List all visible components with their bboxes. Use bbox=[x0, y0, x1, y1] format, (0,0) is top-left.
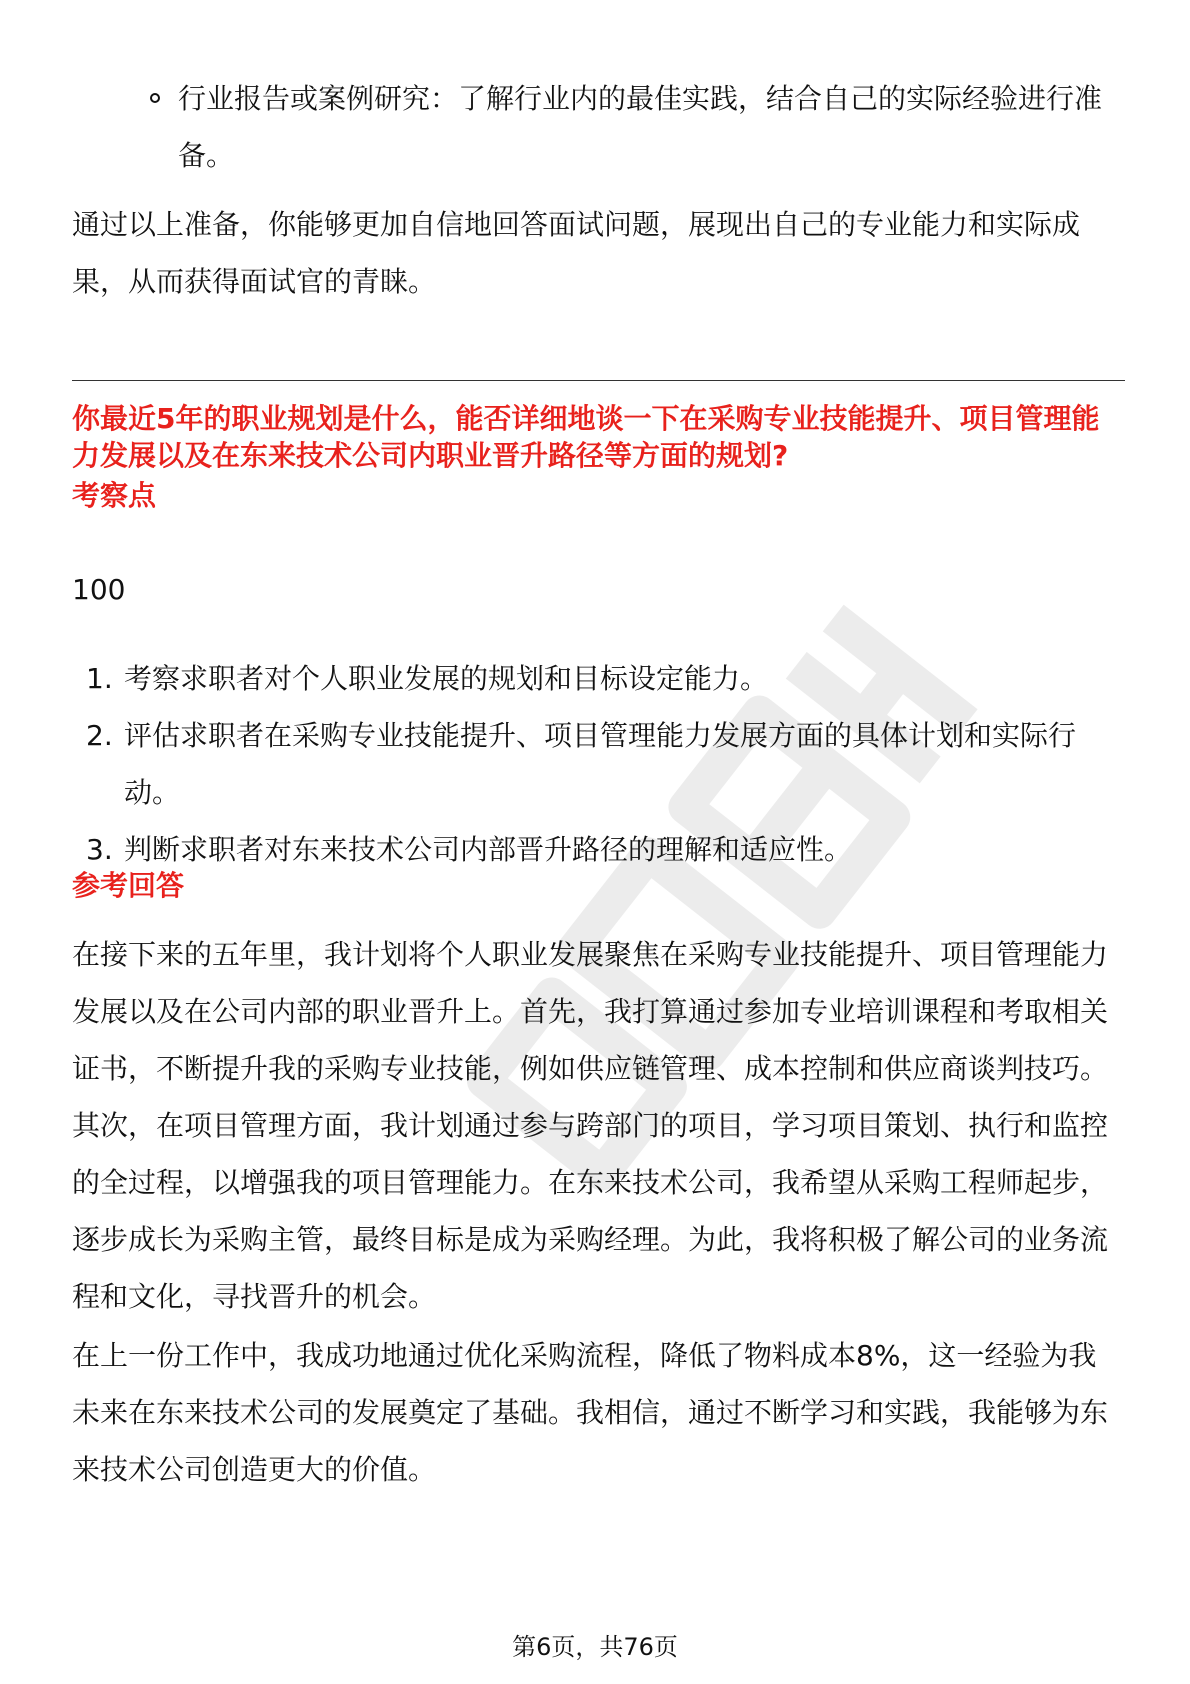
page-number: 第6页，共76页 bbox=[512, 1633, 678, 1661]
list-item bbox=[86, 707, 1116, 821]
focus-list bbox=[86, 650, 1116, 878]
summary-text: 通过以上准备，你能够更加自信地回答面试问题，展现出自己的专业能力和实际成果，从而获得面试官的青睐。 bbox=[72, 208, 1081, 298]
bullet-text: 行业报告或案例研究：了解行业内的最佳实践，结合自己的实际经验进行准备。 bbox=[178, 82, 1103, 172]
interview-question: 你最近5年的职业规划是什么，能否详细地谈一下在采购专业技能提升、项目管理能力发展以及在东来技术公司内职业晋升路径等方面的规划? bbox=[72, 402, 1100, 472]
answer-paragraph-1 bbox=[72, 926, 1122, 1325]
summary-paragraph bbox=[72, 196, 1122, 310]
answer-heading: 参考回答 bbox=[72, 869, 185, 902]
focus-heading: 考察点 bbox=[72, 479, 157, 512]
list-item-text: 考察求职者对个人职业发展的规划和目标设定能力。 bbox=[124, 662, 769, 695]
previous-bullet-item bbox=[150, 70, 1110, 184]
list-number: 1. bbox=[86, 662, 113, 695]
answer-paragraph-2 bbox=[72, 1327, 1122, 1498]
score-value: 100 bbox=[72, 573, 126, 606]
answer-text: 在接下来的五年里，我计划将个人职业发展聚焦在采购专业技能提升、项目管理能力发展以及在公司内部的职业晋升上。首先，我打算通过参加专业培训课程和考取相关证书，不断提升我的采购专业技能，例如供应链管理、成本控制和供应商谈判技巧。其次，在项目管理方面，我计划通过参与跨部门的项目，学习项目策划、执行和监控的全过程，以增强我的项目管理能力。在东来技术公司，我希望从采购工程师起步，逐步成长为采购主管，最终目标是成为采购经理。为此，我将积极了解公司的业务流程和文化，寻找晋升的机会。 bbox=[72, 938, 1109, 1313]
list-number: 3. bbox=[86, 833, 113, 866]
list-item bbox=[86, 821, 1116, 878]
list-item bbox=[86, 650, 1116, 707]
hollow-bullet-icon bbox=[150, 93, 160, 103]
answer-text: 在上一份工作中，我成功地通过优化采购流程，降低了物料成本8%，这一经验为我未来在东来技术公司的发展奠定了基础。我相信，通过不断学习和实践，我能够为东来技术公司创造更大的价值。 bbox=[72, 1339, 1109, 1486]
section-divider bbox=[72, 380, 1125, 381]
list-item-text: 评估求职者在采购专业技能提升、项目管理能力发展方面的具体计划和实际行动。 bbox=[124, 719, 1077, 809]
list-item-text: 判断求职者对东来技术公司内部晋升路径的理解和适应性。 bbox=[124, 833, 853, 866]
list-number: 2. bbox=[86, 719, 113, 752]
